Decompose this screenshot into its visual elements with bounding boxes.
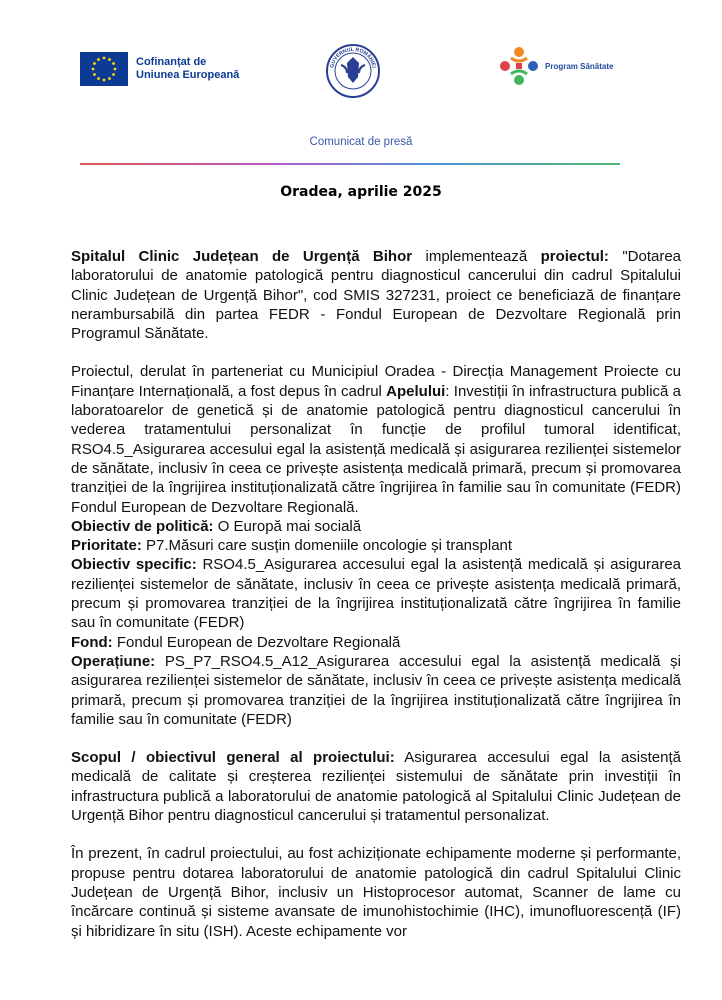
program-sanatate-logo (497, 44, 613, 88)
gov-seal-text: GUVERNUL ROMÂNIEI (329, 46, 377, 69)
eu-logo-line1: Cofinanțat de (136, 56, 207, 68)
eu-star-icon (103, 79, 106, 82)
eu-star-icon (114, 68, 117, 71)
paragraph-objective: Scopul / obiectivul general al proiectului: Asigurarea accesului egal la asistență medicală de calitate și creșterea rezilienței sistemului de sănătate prin investiții în infrastructura publică a laboratorului de anatomie patologică al Spitalului Clinic Județean de Urgență Bihor pentru diagnosticul cancerului și tratamentul personalizat. (71, 749, 681, 825)
gradient-divider (80, 163, 620, 165)
eu-star-icon (112, 62, 115, 65)
eu-logo-line2: Uniunea Europeană (136, 69, 240, 81)
field-operation: Operațiune: PS_P7_RSO4.5_A12_Asigurarea accesului egal la asistență medicală și asigurarea rezilienței sistemelor de sănătate, inclusiv în ceea ce privește asistența medicală primară, precum și promovarea tranziției de la îngrijirea instituționalizată către îngrijirea în familie sau în comunitate (FEDR) (71, 652, 681, 728)
field-priority: Prioritate: P7.Măsuri care susțin domeniile oncologie și transplant (71, 537, 513, 555)
document-body (71, 247, 681, 941)
dateline: Oradea, aprilie 2025 (280, 184, 442, 200)
field-fund: Fond: Fondul European de Dezvoltare Regională (71, 633, 401, 651)
paragraph-intro: Spitalul Clinic Județean de Urgență Bihor implementează proiectul: "Dotarea laboratorului de anatomie patologică pentru diagnosticul cancerului din cadrul Spitalului Clinic Județean de Urgență Bihor", cod SMIS 327231, proiect ce beneficiază de finanțare nerambursabilă din partea FEDR - Fondul European de Dezvoltare Regională prin Programul Sănătate. (71, 248, 682, 343)
eu-cofunding-logo (80, 52, 239, 86)
field-policy-objective: Obiectiv de politică: O Europă mai socială (71, 517, 362, 535)
eu-star-icon (103, 57, 106, 60)
eu-star-icon (92, 68, 95, 71)
eu-star-icon (112, 73, 115, 76)
eu-flag-icon (80, 52, 128, 86)
government-seal-logo (325, 43, 381, 99)
eu-star-icon (108, 58, 111, 61)
paragraph-equipment: În prezent, în cadrul proiectului, au fost achiziționate echipamente moderne și performante, propuse pentru dotarea laboratorului de anatomie patologică din cadrul Spitalului Clinic Județean de Urgență Bihor, inclusiv un Histoprocesor automat, Scanner de lame cu încărcare continuă și sisteme avansate de imunohistochimie (IHC), imunofluorescență (IF) și hibridizare în situ (ISH). Aceste echipamente vor (71, 845, 681, 940)
press-release-label: Comunicat de presă (309, 136, 413, 148)
program-logo-text: Program Sănătate (545, 61, 614, 71)
field-specific-objective: Obiectiv specific: RSO4.5_Asigurarea accesului egal la asistență medicală și asigurarea rezilienței sistemelor de sănătate, inclusiv în ceea ce privește asistența medicală primară, precum și promovarea tranziției de la îngrijirea instituționalizată către îngrijirea în familie sau în comunitate (FEDR) (71, 556, 682, 632)
eu-star-icon (97, 58, 100, 61)
program-people-icon (497, 44, 541, 88)
eu-star-icon (93, 73, 96, 76)
eu-star-icon (108, 77, 111, 80)
paragraph-partnership: Proiectul, derulat în parteneriat cu Municipiul Oradea - Direcția Management Proiecte cu Finanțare Internațională, a fost depus în cadrul Apelului: Investiții în infrastructura publică a laboratoarelor de genetică și de anatomie patologică pentru diagnosticul cancerului în vederea tratamentului personalizat în funcție de profilul tumoral identificat, RSO4.5_Asigurarea accesului egal la asistență medicală și asigurarea rezilienței sistemelor de sănătate, inclusiv în ceea ce privește asistența medicală primară, precum și promovarea tranziției de la îngrijirea instituționalizată către îngrijirea în familie sau în comunitate (FEDR) Fondul European de Dezvoltare Regională. (71, 363, 681, 516)
eu-star-icon (93, 62, 96, 65)
eu-star-icon (97, 77, 100, 80)
